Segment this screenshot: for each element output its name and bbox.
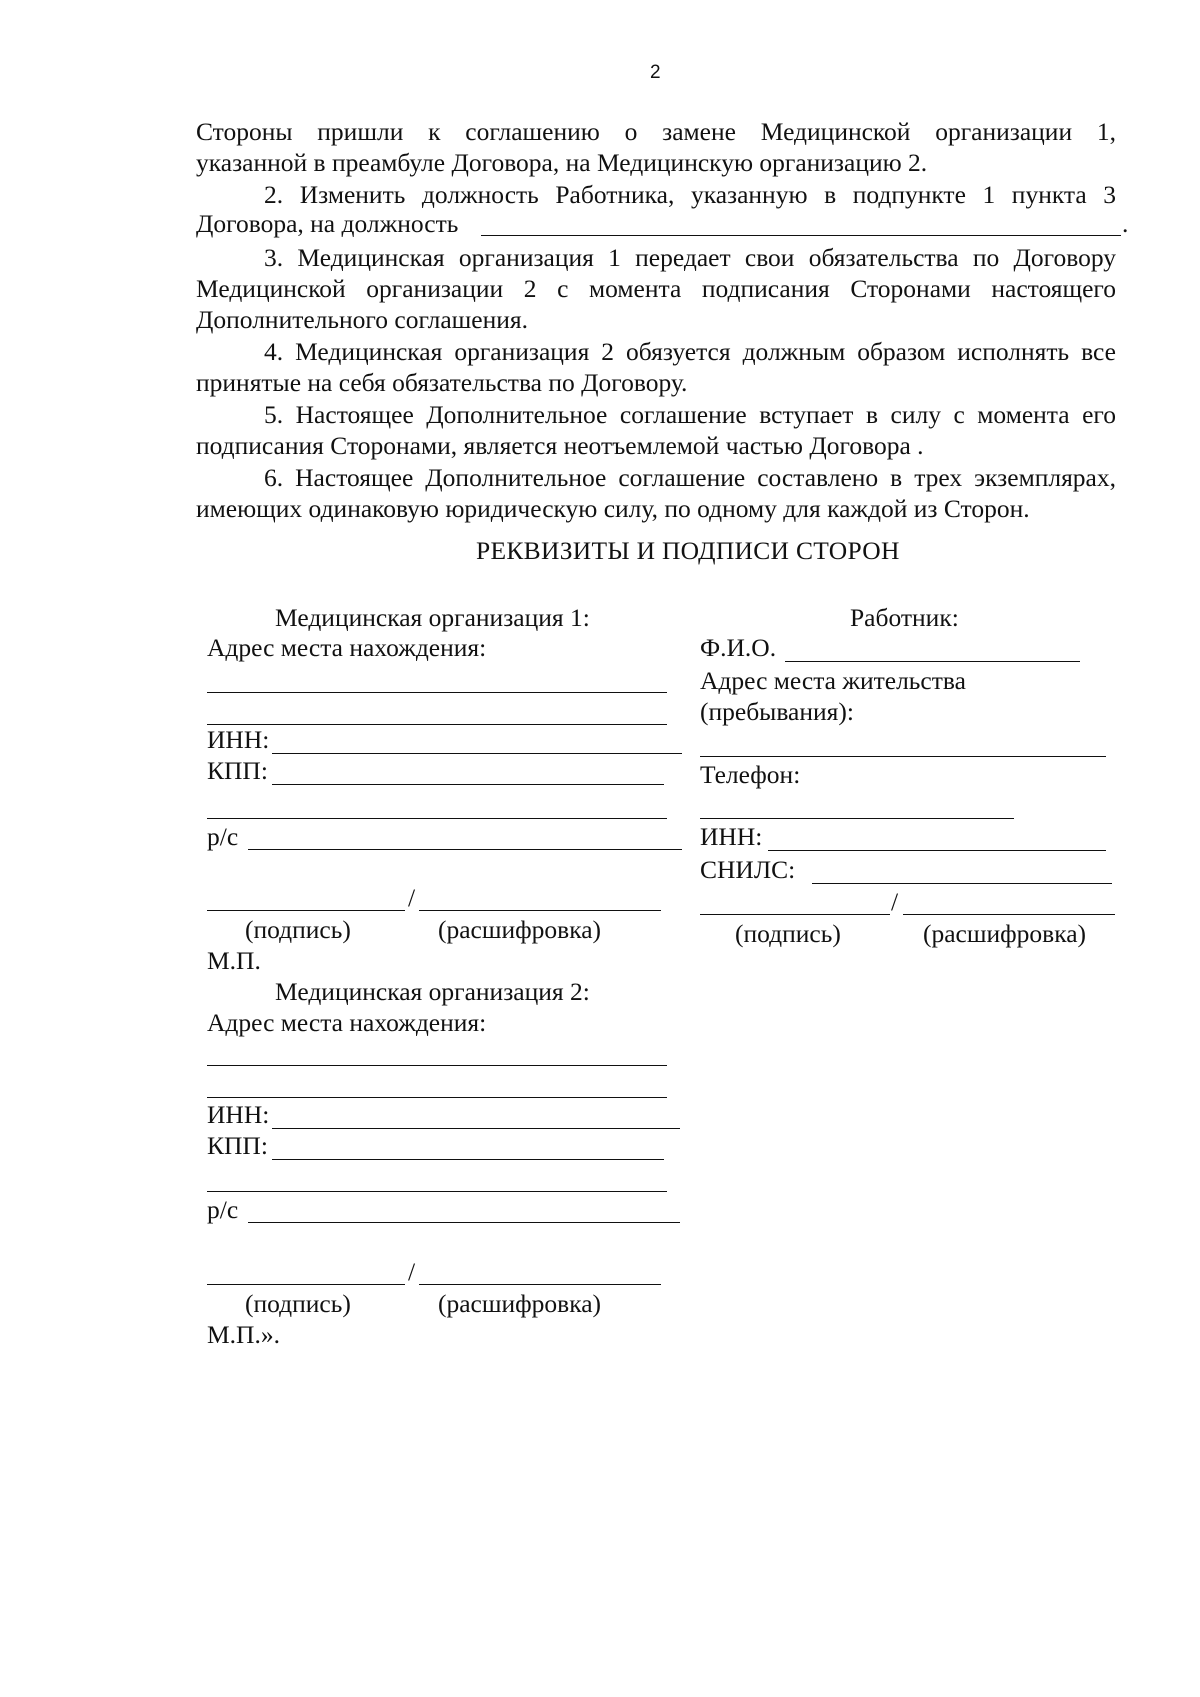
org1-kpp-label: КПП: — [207, 756, 268, 785]
org1-slash: / — [408, 883, 416, 912]
org1-title: Медицинская организация 1: — [275, 603, 590, 632]
org2-slash: / — [408, 1257, 416, 1286]
org1-address-label: Адрес места нахождения: — [207, 633, 487, 662]
employee-phone-line — [700, 818, 1014, 819]
org1-kpp-line — [272, 784, 664, 785]
employee-signature-caption: (подпись) — [735, 919, 841, 948]
employee-slash: / — [891, 887, 899, 916]
requisites-heading: РЕКВИЗИТЫ И ПОДПИСИ СТОРОН — [476, 536, 900, 565]
paragraph-3-line-1: 3. Медицинская организация 1 передает свои обязательства по Договору — [264, 243, 1116, 272]
employee-phone-label: Телефон: — [700, 760, 801, 789]
employee-fio-line — [785, 661, 1080, 662]
employee-residence-label-1: Адрес места жительства — [700, 666, 966, 695]
org2-extra-line — [207, 1191, 667, 1192]
org2-address-line-1 — [207, 1065, 667, 1066]
org2-title: Медицинская организация 2: — [275, 977, 590, 1006]
position-blank-line — [481, 235, 1121, 236]
org2-inn-label: ИНН: — [207, 1100, 270, 1129]
employee-fio-label: Ф.И.О. — [700, 633, 777, 662]
paragraph-2-line-2: Договора, на должность — [196, 209, 459, 238]
org1-address-line-2 — [207, 724, 667, 725]
employee-decoding-caption: (расшифровка) — [923, 919, 1087, 948]
paragraph-4-line-2: принятые на себя обязательства по Договору. — [196, 368, 688, 397]
employee-decoding-line — [903, 914, 1115, 915]
employee-snils-line — [812, 883, 1112, 884]
paragraph-5-line-1: 5. Настоящее Дополнительное соглашение вступает в силу с момента его — [264, 400, 1116, 429]
paragraph-1-line-2: указанной в преамбуле Договора, на Медицинскую организацию 2. — [196, 148, 928, 177]
org2-signature-caption: (подпись) — [245, 1289, 351, 1318]
org1-extra-line — [207, 818, 667, 819]
org1-decoding-caption: (расшифровка) — [438, 915, 602, 944]
org2-signature-line — [207, 1284, 405, 1285]
paragraph-2-period: . — [1122, 209, 1129, 238]
org2-inn-line — [272, 1128, 680, 1129]
org1-account-label: р/с — [207, 822, 239, 851]
paragraph-1-line-1: Стороны пришли к соглашению о замене Медицинской организации 1, — [196, 117, 1116, 146]
org2-address-line-2 — [207, 1097, 667, 1098]
org2-decoding-caption: (расшифровка) — [438, 1289, 602, 1318]
paragraph-2-line-1: 2. Изменить должность Работника, указанную в подпункте 1 пункта 3 — [264, 180, 1116, 209]
paragraph-6-line-2: имеющих одинаковую юридическую силу, по одному для каждой из Сторон. — [196, 494, 1030, 523]
org2-kpp-line — [272, 1159, 664, 1160]
org1-decoding-line — [419, 910, 661, 911]
employee-residence-line — [700, 756, 1106, 757]
page-number: 2 — [650, 62, 661, 83]
org1-signature-caption: (подпись) — [245, 915, 351, 944]
org2-kpp-label: КПП: — [207, 1131, 268, 1160]
paragraph-3-line-2: Медицинской организации 2 с момента подписания Сторонами настоящего — [196, 274, 1116, 303]
employee-signature-line — [700, 914, 890, 915]
org1-inn-label: ИНН: — [207, 725, 270, 754]
paragraph-6-line-1: 6. Настоящее Дополнительное соглашение составлено в трех экземплярах, — [264, 463, 1116, 492]
paragraph-3-line-3: Дополнительного соглашения. — [196, 305, 529, 334]
org1-signature-line — [207, 910, 405, 911]
org2-address-label: Адрес места нахождения: — [207, 1008, 487, 1037]
paragraph-5-line-2: подписания Сторонами, является неотъемлемой частью Договора . — [196, 431, 924, 460]
employee-inn-label: ИНН: — [700, 822, 763, 851]
employee-title: Работник: — [850, 603, 959, 632]
employee-snils-label: СНИЛС: — [700, 855, 796, 884]
employee-inn-line — [768, 850, 1106, 851]
org2-stamp: М.П.». — [207, 1320, 280, 1349]
org1-account-line — [248, 849, 682, 850]
org1-inn-line — [272, 753, 682, 754]
employee-residence-label-2: (пребывания): — [700, 697, 854, 726]
org1-stamp: М.П. — [207, 946, 261, 975]
org2-account-label: р/с — [207, 1195, 239, 1224]
paragraph-4-line-1: 4. Медицинская организация 2 обязуется должным образом исполнять все — [264, 337, 1116, 366]
org2-decoding-line — [419, 1284, 661, 1285]
org2-account-line — [248, 1222, 680, 1223]
org1-address-line-1 — [207, 692, 667, 693]
